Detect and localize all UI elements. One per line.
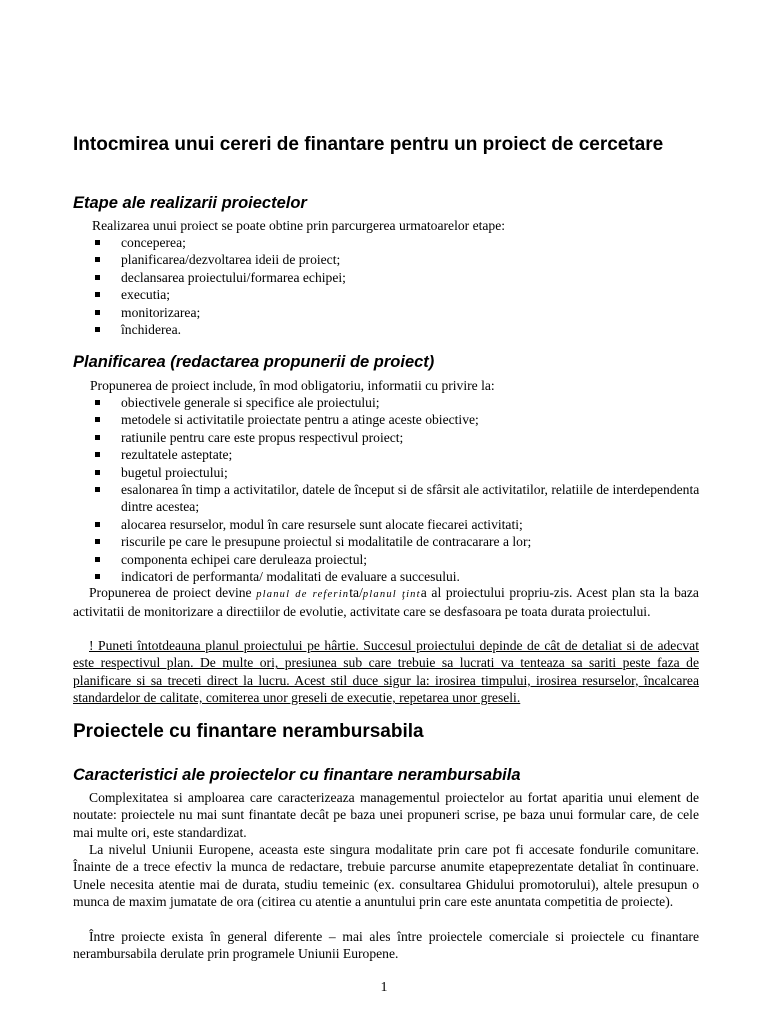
- list-item: esalonarea în timp a activitatilor, datele de început si de sfârsit ale activitatilor, relatiile de interdependenta dintre acestea;: [73, 481, 713, 516]
- list-item: ratiunile pentru care este propus respectivul proiect;: [73, 429, 713, 446]
- bullet-list-planificarea: [73, 394, 713, 585]
- list-item: planificarea/dezvoltarea ideii de proiect;: [73, 251, 713, 268]
- bullet-list-etape: [73, 234, 713, 338]
- page-number: 1: [380, 980, 388, 995]
- list-item: indicatori de performanta/ modalitati de evaluare a succesului.: [73, 568, 713, 585]
- list-item: obiectivele generale si specifice ale proiectului;: [73, 394, 713, 411]
- document-title: Intocmirea unui cereri de finantare pentru un proiect de cercetare: [73, 134, 664, 155]
- paragraph-diferente: Între proiecte exista în general diferente – mai ales între proiectele comerciale si proiectele cu finantare nerambursabila derulate prin programele Uniunii Europene.: [73, 929, 699, 962]
- list-item: executia;: [73, 286, 713, 303]
- paragraph-planul-de-referinta: [73, 584, 699, 621]
- text-run: ta/: [349, 585, 363, 600]
- list-item: alocarea resurselor, modul în care resursele sunt alocate fiecarei activitati;: [73, 516, 713, 533]
- section-intro-etape: Realizarea unui proiect se poate obtine prin parcurgerea urmatoarelor etape:: [92, 218, 506, 233]
- section-heading-planificarea: Planificarea (redactarea propunerii de proiect): [73, 353, 435, 371]
- paragraph-warning-underlined: [73, 637, 699, 707]
- list-item: riscurile pe care le presupune proiectul si modalitatile de contracarare a lor;: [73, 533, 713, 550]
- list-item: componenta echipei care deruleaza proiectul;: [73, 551, 713, 568]
- text-run-italic: planul ţint: [362, 589, 421, 600]
- list-item: bugetul proiectului;: [73, 464, 713, 481]
- list-item: conceperea;: [73, 234, 713, 251]
- text-run-italic: planul de referin: [256, 589, 350, 600]
- section-heading-proiectele: Proiectele cu finantare nerambursabila: [73, 721, 424, 742]
- subsection-heading-caracteristici: Caracteristici ale proiectelor cu finantare nerambursabila: [73, 766, 521, 784]
- section-heading-etape: Etape ale realizarii proiectelor: [73, 194, 307, 212]
- list-item: declansarea proiectului/formarea echipei;: [73, 269, 713, 286]
- text-run: a al proiectului propriu-zis. Acest plan sta la baza activitatii de monitorizare a directiilor de evolutie, activitate care se desfasoara pe toata durata proiectului.: [73, 585, 699, 620]
- text-run: Propunerea de proiect devine: [89, 585, 257, 600]
- paragraph-complexitatea: Complexitatea si amploarea care caracterizeaza managementul proiectelor au fortat aparitia unui element de noutate: proiectele nu mai sunt finantate decât pe baza unei propuneri scrise, pe baza unui formular care, de cele mai multe ori, este standardizat.: [73, 790, 699, 840]
- warning-text: ! Puneti întotdeauna planul proiectului pe hârtie. Succesul proiectului depinde de cât de detaliat si de adecvat este respectivul plan. De multe ori, presiunea sub care trebuie sa lucrati va tenteaza sa sariti peste faza de planificare si sa treceti direct la lucru. Acest stil duce sigur la: irosirea timpului, irosirea resurselor, încalcarea standardelor de calitate, comiterea unor greseli de executie, repetarea unor greseli.: [73, 638, 699, 706]
- list-item: metodele si activitatile proiectate pentru a atinge aceste obiective;: [73, 411, 713, 428]
- paragraph-uniunea-europeana: La nivelul Uniunii Europene, aceasta este singura modalitate prin care pot fi accesate fondurile comunitare. Înainte de a trece efectiv la munca de redactare, trebuie parcurse anumite etapeprezentate detaliat în continuare. Unele necesita atentie mai de durata, studiu temeinic (ex. consultarea Ghidului promotorului), altele presupun o munca de maxim jumatate de ora (citirea cu atentie a anuntului prin care este anuntata competitia de proiecte).: [73, 842, 699, 910]
- list-item: închiderea.: [73, 321, 713, 338]
- list-item: rezultatele asteptate;: [73, 446, 713, 463]
- section-intro-planificarea: Propunerea de proiect include, în mod obligatoriu, informatii cu privire la:: [90, 378, 495, 393]
- list-item: monitorizarea;: [73, 304, 713, 321]
